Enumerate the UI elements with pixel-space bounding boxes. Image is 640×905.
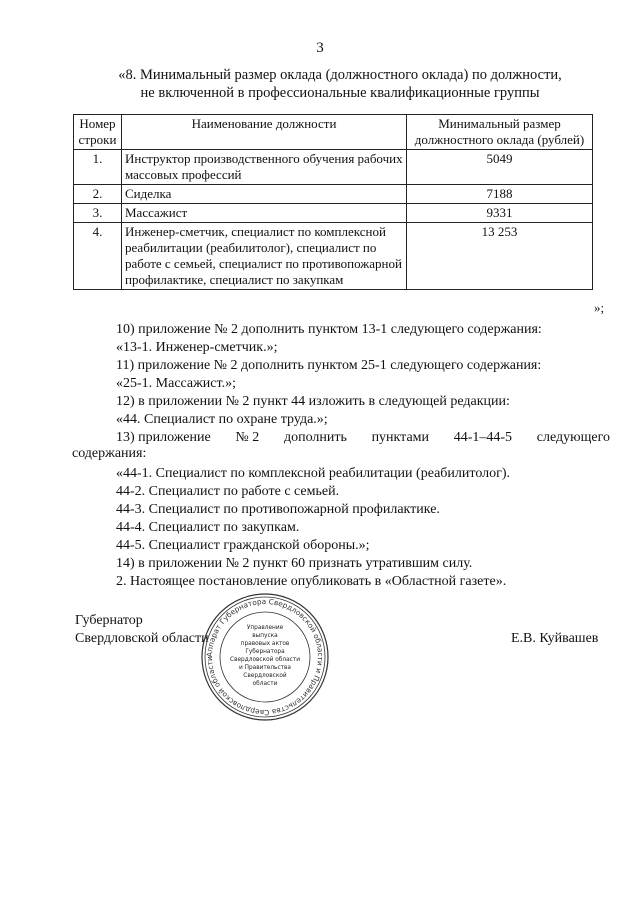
table-row [74, 223, 593, 290]
stamp-center-line: правовых актов [240, 641, 290, 647]
stamp-center-line: Свердловской области [230, 657, 300, 663]
header-position-name: Наименование должности [122, 115, 407, 150]
table-closing-quote: »; [594, 300, 605, 315]
paragraph-14: 14) в приложении № 2 пункт 60 признать утратившим силу. [116, 556, 473, 571]
stamp-center-line: выпуска [252, 633, 278, 639]
paragraph-11: 11) приложение № 2 дополнить пунктом 25-1 следующего содержания: [116, 358, 542, 373]
signatory-title-line-2: Свердловской области [75, 631, 209, 646]
stamp-center-line: области [252, 681, 278, 687]
stamp-center-line: Губернатора [245, 649, 285, 655]
row-number: 2. [74, 185, 122, 204]
min-salary: 5049 [407, 150, 593, 185]
stamp-center-line: и Правительства [239, 665, 291, 671]
paragraph-13-item-2: 44-2. Специалист по работе с семьей. [116, 484, 340, 499]
page-number: 3 [316, 40, 324, 56]
paragraph-12-text: «44. Специалист по охране труда.»; [116, 412, 328, 427]
min-salary: 9331 [407, 204, 593, 223]
paragraph-13 [72, 430, 610, 462]
position-name: Инженер-сметчик, специалист по комплексной реабилитации (реабилитолог), специалист по работе с семьей, специалист по противопожарной профилактике, специалист по закупкам [122, 223, 407, 290]
stamp-center-line: Свердловской [243, 673, 287, 679]
section-heading [70, 66, 610, 102]
header-min-salary: Минимальный размер должностного оклада (рублей) [407, 115, 593, 150]
table-row [74, 204, 593, 223]
paragraph-11-text: «25-1. Массажист.»; [116, 376, 236, 391]
row-number: 4. [74, 223, 122, 290]
position-name: Массажист [122, 204, 407, 223]
paragraph-13-item-4: 44-4. Специалист по закупкам. [116, 520, 300, 535]
heading-line-2: не включенной в профессиональные квалификационные группы [140, 85, 540, 101]
paragraph-13-word: № 2 [235, 430, 260, 445]
paragraph-13-word: дополнить [283, 430, 347, 445]
paragraph-13-word: следующего [536, 430, 610, 445]
row-number: 1. [74, 150, 122, 185]
stamp-center-line: Управление [246, 625, 284, 631]
heading-line-1: «8. Минимальный размер оклада (должностного оклада) по должности, [118, 67, 562, 83]
paragraph-13-word: 44-1–44-5 [453, 430, 513, 445]
signatory-title-line-1: Губернатор [75, 613, 143, 628]
paragraph-13-item-3: 44-3. Специалист по противопожарной профилактике. [116, 502, 440, 517]
paragraph-13-item-1: «44-1. Специалист по комплексной реабилитации (реабилитолог). [116, 466, 511, 481]
paragraph-13-item-5: 44-5. Специалист гражданской обороны.»; [116, 538, 370, 553]
signatory-name: Е.В. Куйвашев [511, 631, 599, 646]
row-number: 3. [74, 204, 122, 223]
min-salary: 13 253 [407, 223, 593, 290]
paragraph-13-word: 13) приложение [116, 430, 211, 445]
position-name: Инструктор производственного обучения рабочих массовых профессий [122, 150, 407, 185]
table-row [74, 185, 593, 204]
table-header-row [74, 115, 593, 150]
header-row-number: Номер строки [74, 115, 122, 150]
paragraph-10-text: «13-1. Инженер-сметчик.»; [116, 340, 278, 355]
position-name: Сиделка [122, 185, 407, 204]
paragraph-13-line-1 [72, 430, 610, 446]
stamp-ring-text: Аппарат Губернатора Свердловской области и Правительства Свердловской области [204, 596, 326, 718]
paragraph-13-line-2: содержания: [72, 446, 147, 461]
table-row [74, 150, 593, 185]
official-stamp-seal [200, 592, 330, 722]
min-salary: 7188 [407, 185, 593, 204]
paragraph-13-word: пунктами [371, 430, 430, 445]
paragraph-10: 10) приложение № 2 дополнить пунктом 13-1 следующего содержания: [116, 322, 542, 337]
salary-table [73, 114, 593, 290]
paragraph-2: 2. Настоящее постановление опубликовать в «Областной газете». [116, 574, 507, 589]
paragraph-12: 12) в приложении № 2 пункт 44 изложить в следующей редакции: [116, 394, 510, 409]
